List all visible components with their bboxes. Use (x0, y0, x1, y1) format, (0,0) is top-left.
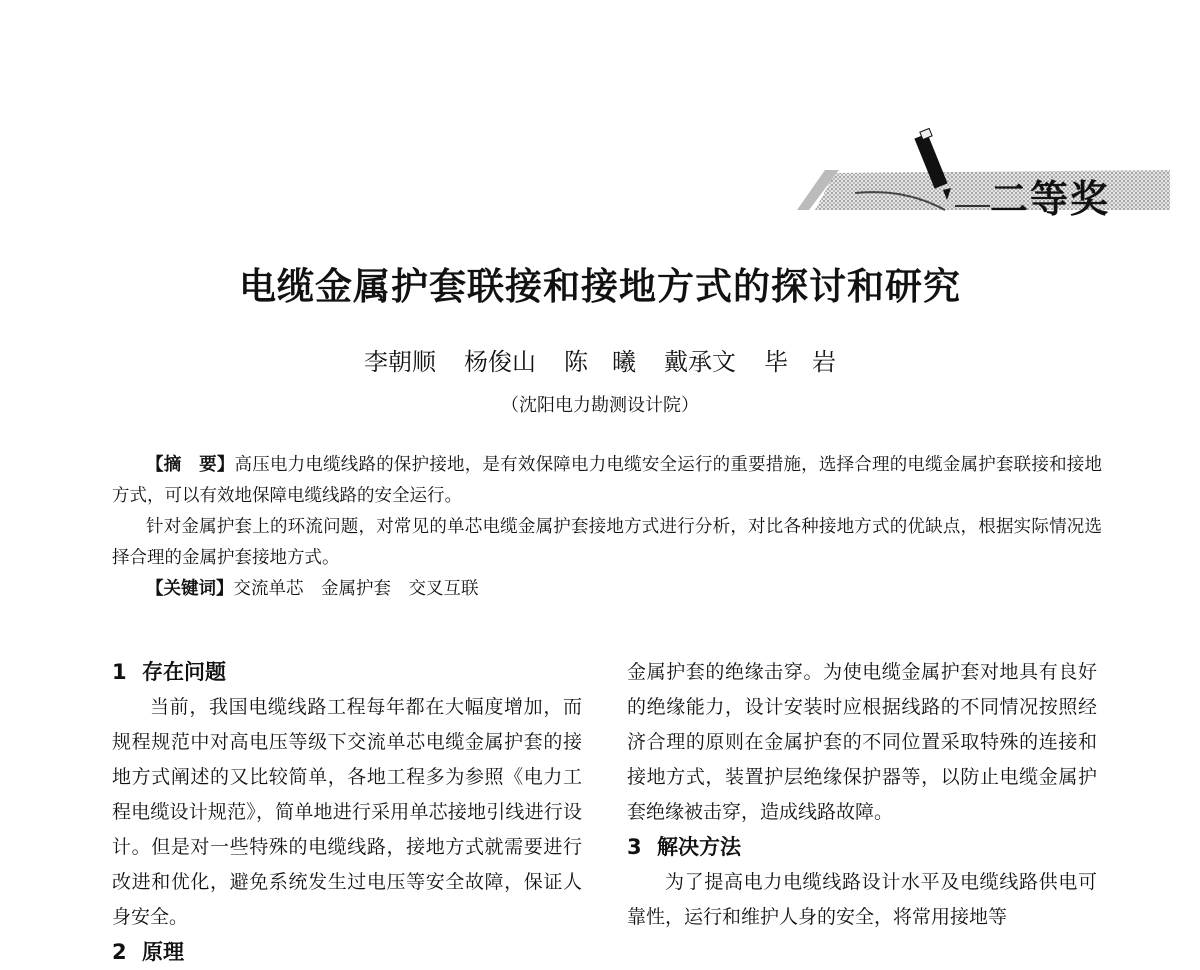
award-badge-graphic (795, 128, 1170, 223)
keywords-text: 交流单芯 金属护套 交叉互联 (233, 579, 479, 599)
section-title: 原理 (142, 940, 184, 964)
section-body: 金属护套的绝缘击穿。为使电缆金属护套对地具有良好的绝缘能力，设计安装时应根据线路的不同情况按照经济合理的原则在金属护套的不同位置采取特殊的连接和接地方式，装置护层绝缘保护器等，以防止电缆金属护套绝缘被击穿，造成线路故障。 (627, 661, 1097, 823)
section-number: 3 (627, 835, 642, 859)
author: 李朝顺 (364, 348, 436, 376)
section-body: 为了提高电力电缆线路设计水平及电缆线路供电可靠性，运行和维护人身的安全，将常用接地等 (627, 871, 1097, 928)
author: 杨俊山 (464, 348, 536, 376)
section-heading (627, 830, 1097, 865)
abstract-text: 高压电力电缆线路的保护接地，是有效保障电力电缆安全运行的重要措施，选择合理的电缆金属护套联接和接地方式，可以有效地保障电缆线路的安全运行。 (112, 455, 1103, 506)
abstract-label: 【摘 要】 (146, 455, 235, 475)
author: 毕 岩 (764, 348, 836, 376)
section-title: 存在问题 (142, 660, 226, 684)
abstract-paragraph (112, 450, 1102, 512)
right-column (627, 655, 1097, 935)
keywords-line (112, 574, 1102, 605)
section-number: 2 (112, 940, 127, 964)
section-heading (112, 655, 582, 690)
paper-title: 电缆金属护套联接和接地方式的探讨和研究 (239, 265, 961, 308)
award-label: 二等奖 (990, 177, 1111, 221)
author-list (0, 342, 1200, 377)
section-title: 解决方法 (657, 835, 741, 859)
section-number: 1 (112, 660, 127, 684)
abstract-block (112, 450, 1102, 605)
affiliation: （沈阳电力勘测设计院） (501, 395, 699, 416)
section-heading (112, 935, 582, 970)
left-column (112, 655, 582, 970)
abstract-paragraph: 针对金属护套上的环流问题，对常见的单芯电缆金属护套接地方式进行分析，对比各种接地方式的优缺点，根据实际情况选择合理的金属护套接地方式。 (112, 517, 1102, 568)
keywords-label: 【关键词】 (146, 579, 234, 599)
author: 陈 曦 (564, 348, 636, 376)
section-body: 当前，我国电缆线路工程每年都在大幅度增加，而规程规范中对高电压等级下交流单芯电缆金属护套的接地方式阐述的又比较简单，各地工程多为参照《电力工程电缆设计规范》，简单地进行采用单芯接地引线进行设计。但是对一些特殊的电缆线路，接地方式就需要进行改进和优化，避免系统发生过电压等安全故障，保证人身安全。 (112, 696, 582, 928)
author: 戴承文 (664, 348, 736, 376)
